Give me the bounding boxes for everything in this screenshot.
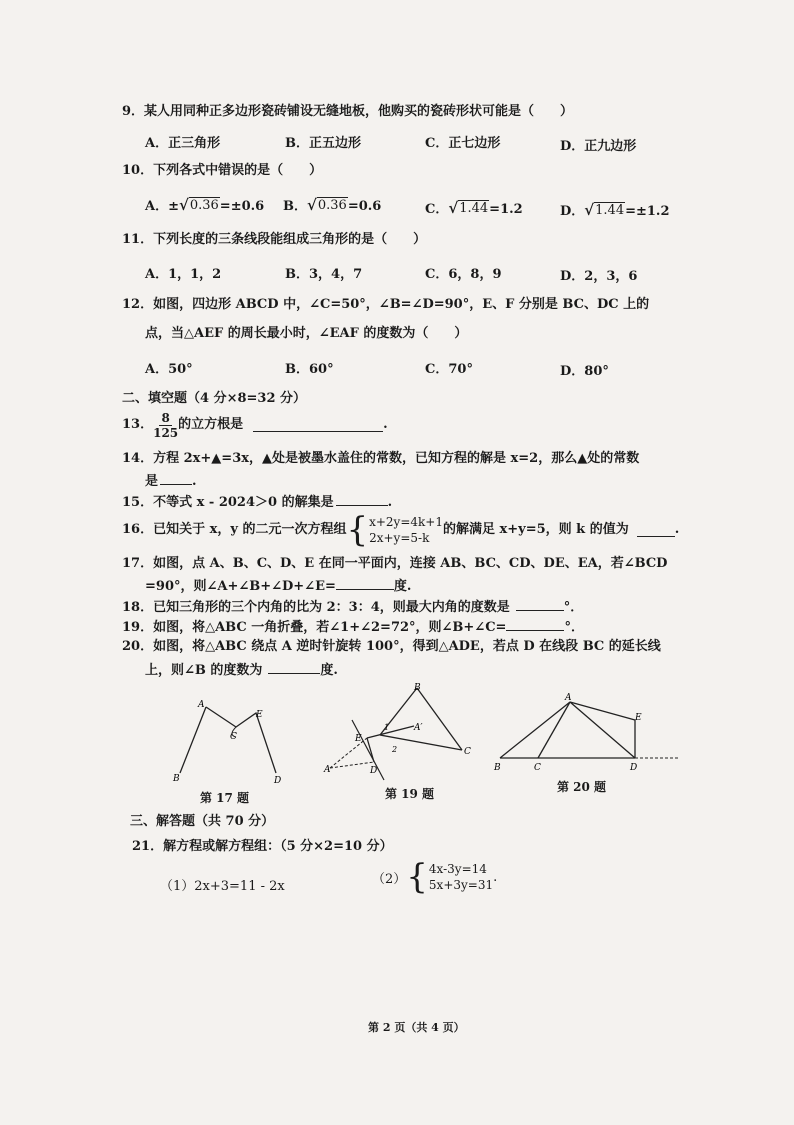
q11-stem: 11．下列长度的三条线段能组成三角形的是（ ） (122, 232, 427, 247)
q10-option-b: B． √ 0.36 =0.6 (283, 196, 382, 214)
q13: 13． $\frac{8}{125}$ 的立方根是 . (122, 410, 388, 440)
svg-text:B: B (414, 683, 421, 693)
q14-line2: 是 . (145, 471, 197, 491)
svg-text:A: A (198, 700, 205, 710)
q18-answer-blank[interactable] (516, 597, 564, 611)
q17-line2: =90°，则∠A+∠B+∠D+∠E= 度. (145, 576, 411, 596)
q12-option-b: B．60° (285, 362, 334, 377)
q16-answer-blank[interactable] (637, 523, 675, 537)
svg-text:C: C (464, 747, 471, 757)
q9-option-b: B．正五边形 (285, 136, 361, 151)
q17-answer-blank[interactable] (336, 576, 394, 590)
q10-option-c: C． √ 1.44 =1.2 (425, 199, 523, 217)
svg-text:E: E (635, 713, 642, 723)
svg-text:D: D (630, 763, 638, 773)
q14-answer-blank[interactable] (160, 471, 192, 485)
q12-line2: 点，当△AEF 的周长最小时，∠EAF 的度数为（ ） (145, 326, 468, 341)
q15: 15．不等式 x - 2024＞0 的解集是 . (122, 492, 392, 512)
q21-stem: 21．解方程或解方程组：（5 分×2=10 分） (132, 839, 393, 854)
figure-19 (322, 680, 477, 785)
q19: 19．如图，将△ABC 一角折叠，若∠1+∠2=72°，则∠B+∠C= °． (122, 617, 584, 637)
q11-option-b: B．3，4，7 (285, 267, 363, 282)
figure-19-caption: 第 19 题 (385, 787, 435, 801)
svg-text:D: D (274, 776, 282, 786)
svg-text:C: C (230, 732, 237, 742)
q16: 16．已知关于 x，y 的二元一次方程组 { x+2y=4k+1 2x+y=5-k 的解满足 x+y=5，则 k 的值为 . (122, 510, 680, 550)
q12-line1: 12．如图，四边形 ABCD 中，∠C=50°，∠B=∠D=90°，E、F 分别是 BC、DC 上的 (122, 297, 650, 312)
svg-text:1: 1 (384, 723, 390, 732)
svg-text:A′: A′ (414, 723, 423, 733)
q21-part-1: （1）2x+3=11 - 2x (160, 879, 285, 894)
figure-20 (490, 690, 680, 775)
svg-text:D: D (370, 766, 378, 776)
q9-option-d: D．正九边形 (560, 139, 637, 154)
q20-line2: 上，则∠B 的度数为 度. (145, 660, 338, 680)
q20-answer-blank[interactable] (268, 660, 320, 674)
q9-option-c: C．正七边形 (425, 136, 501, 151)
q11-option-d: D．2，3，6 (560, 269, 638, 284)
q10-option-d: D． √ 1.44 =±1.2 (560, 201, 670, 219)
q11-option-c: C．6，8，9 (425, 267, 502, 282)
svg-text:E: E (355, 734, 362, 744)
q13-answer-blank[interactable] (253, 418, 383, 432)
q9-option-a: A．正三角形 (145, 136, 221, 151)
q20-line1: 20．如图，将△ABC 绕点 A 逆时针旋转 100°，得到△ADE，若点 D 在线段 BC 的延长线 (122, 639, 661, 654)
svg-text:A: A (565, 693, 572, 703)
q14-line1: 14．方程 2x+▲=3x，▲处是被墨水盖住的常数，已知方程的解是 x=2，那么▲处的常数 (122, 451, 640, 466)
q10-option-a: A．± √ 0.36 =±0.6 (145, 196, 265, 214)
q11-option-a: A．1，1，2 (145, 267, 222, 282)
q21-equation-system: { 4x-3y=14 5x+3y=31 (406, 857, 494, 897)
q16-equation-system: { x+2y=4k+1 2x+y=5-k (346, 510, 443, 550)
svg-text:B: B (494, 763, 501, 773)
q12-option-a: A．50° (145, 362, 193, 377)
q10-stem: 10．下列各式中错误的是（ ） (122, 163, 323, 178)
figure-20-caption: 第 20 题 (557, 780, 607, 794)
q12-option-c: C．70° (425, 362, 473, 377)
q18: 18．已知三角形的三个内角的比为 2：3：4，则最大内角的度数是 °． (122, 597, 583, 617)
q17-line1: 17．如图，点 A、B、C、D、E 在同一平面内，连接 AB、BC、CD、DE、EA，若∠BCD (122, 556, 668, 571)
section-2-heading: 二、填空题（4 分×8=32 分） (122, 391, 307, 406)
q9-stem: 9．某人用同种正多边形瓷砖铺设无缝地板，他购买的瓷砖形状可能是（ ） (122, 104, 574, 119)
svg-text:A: A (324, 765, 331, 775)
page-footer: 第 2 页（共 4 页） (368, 1021, 465, 1034)
svg-text:C: C (534, 763, 541, 773)
figure-17-caption: 第 17 题 (200, 791, 250, 805)
section-3-heading: 三、解答题（共 70 分） (130, 814, 275, 829)
svg-text:2: 2 (392, 745, 398, 754)
q21-part-2: （2） { 4x-3y=14 5x+3y=31 . (372, 857, 498, 897)
svg-text:B: B (173, 774, 180, 784)
q15-answer-blank[interactable] (336, 492, 388, 506)
q19-answer-blank[interactable] (506, 617, 564, 631)
svg-text:E: E (256, 710, 263, 720)
q12-option-d: D．80° (560, 364, 609, 379)
q13-fraction: $\frac{8}{125}$ (153, 410, 179, 440)
figure-17 (168, 695, 288, 790)
